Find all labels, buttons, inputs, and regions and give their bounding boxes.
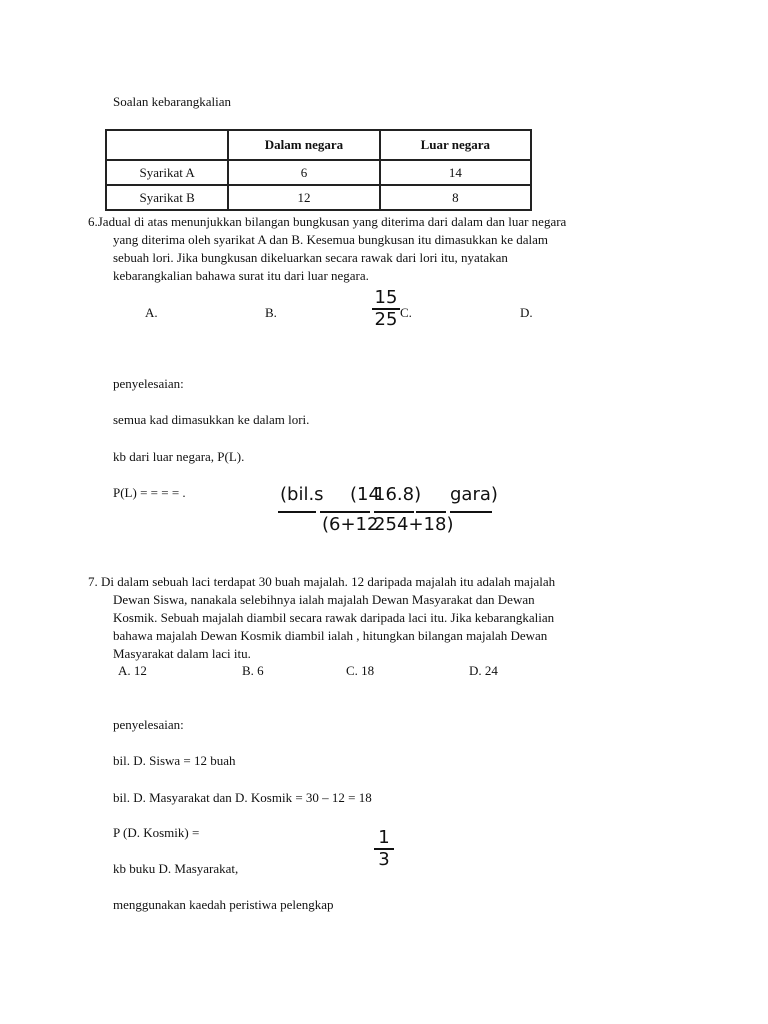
q6-line-1: 6.Jadual di atas menunjukkan bilangan bungkusan yang diterima dari dalam dan luar negara bbox=[88, 214, 567, 229]
q6-option-a: A. bbox=[145, 305, 158, 320]
formula-term-4-num: gara) bbox=[450, 484, 498, 505]
q6-option-b: B. bbox=[265, 305, 277, 320]
page-heading: Soalan kebarangkalian bbox=[113, 94, 232, 109]
cell-dalam: 12 bbox=[228, 185, 379, 210]
q7-step-3: P (D. Kosmik) = bbox=[113, 825, 200, 840]
q6-option-d: D. bbox=[520, 305, 533, 320]
table-row bbox=[106, 160, 531, 185]
q7-option-b: B. 6 bbox=[242, 663, 264, 678]
q7-option-c: C. 18 bbox=[346, 663, 375, 678]
q6-solution-label: penyelesaian: bbox=[113, 376, 184, 391]
table-header-dalam: Dalam negara bbox=[228, 130, 379, 160]
row-label: Syarikat B bbox=[106, 185, 228, 210]
formula-bar-2 bbox=[320, 511, 370, 513]
cell-dalam: 6 bbox=[228, 160, 379, 185]
cell-luar: 8 bbox=[380, 185, 531, 210]
formula-term-3-num: 16.8) bbox=[374, 484, 422, 505]
cell-luar: 14 bbox=[380, 160, 531, 185]
table-header-luar: Luar negara bbox=[380, 130, 531, 160]
q7-option-a: A. 12 bbox=[118, 663, 147, 678]
q7-step-1: bil. D. Siswa = 12 buah bbox=[113, 753, 236, 768]
q6-fraction-denominator: 25 bbox=[374, 309, 398, 330]
q7-step-2: bil. D. Masyarakat dan D. Kosmik = 30 – 12 = 18 bbox=[113, 790, 372, 805]
formula-term-3-den: 4+18) bbox=[397, 514, 454, 535]
q7-line-4: bahawa majalah Dewan Kosmik diambil ialah , hitungkan bilangan majalah Dewan bbox=[113, 628, 548, 643]
q6-step-3: P(L) = = = = . bbox=[113, 485, 186, 500]
q6-line-4: kebarangkalian bahawa surat itu dari luar negara. bbox=[113, 268, 369, 283]
formula-bar-1 bbox=[278, 511, 316, 513]
formula-term-1-den: (6+12 bbox=[322, 514, 379, 535]
formula-bar-4 bbox=[416, 511, 446, 513]
table-row bbox=[106, 185, 531, 210]
q7-line-5: Masyarakat dalam laci itu. bbox=[113, 646, 251, 661]
formula-term-1-num: (bil.s bbox=[280, 484, 324, 505]
q7-fraction-numerator: 1 bbox=[378, 827, 390, 848]
q7-fraction bbox=[374, 828, 394, 870]
q6-formula bbox=[278, 484, 498, 540]
table-header-row bbox=[106, 130, 531, 160]
q6-line-2: yang diterima oleh syarikat A dan B. Kesemua bungkusan itu dimasukkan ke dalam bbox=[113, 232, 549, 247]
row-label: Syarikat A bbox=[106, 160, 228, 185]
data-table bbox=[105, 129, 532, 211]
formula-bar-5 bbox=[450, 511, 492, 513]
q7-step-4: kb buku D. Masyarakat, bbox=[113, 861, 239, 876]
q7-option-d: D. 24 bbox=[469, 663, 498, 678]
q6-step-2: kb dari luar negara, P(L). bbox=[113, 449, 245, 464]
formula-bar-3 bbox=[374, 511, 414, 513]
q6-fraction-numerator: 15 bbox=[374, 287, 398, 308]
q7-line-1: 7. Di dalam sebuah laci terdapat 30 buah majalah. 12 daripada majalah itu adalah majalah bbox=[88, 574, 556, 589]
q6-step-1: semua kad dimasukkan ke dalam lori. bbox=[113, 412, 310, 427]
q7-line-3: Kosmik. Sebuah majalah diambil secara rawak daripada laci itu. Jika kebarangkalian bbox=[113, 610, 555, 625]
q7-fraction-denominator: 3 bbox=[378, 849, 390, 870]
formula-term-2-num: (14 bbox=[350, 484, 380, 505]
q7-step-5: menggunakan kaedah peristiwa pelengkap bbox=[113, 897, 334, 912]
q6-option-c: C. bbox=[400, 305, 412, 320]
formula-term-2-den: 25 bbox=[374, 514, 397, 535]
table-header-empty bbox=[106, 130, 228, 160]
q7-line-2: Dewan Siswa, nanakala selebihnya ialah majalah Dewan Masyarakat dan Dewan bbox=[113, 592, 535, 607]
q6-line-3: sebuah lori. Jika bungkusan dikeluarkan secara rawak dari lori itu, nyatakan bbox=[113, 250, 508, 265]
q6-fraction bbox=[372, 288, 400, 330]
q7-solution-label: penyelesaian: bbox=[113, 717, 184, 732]
